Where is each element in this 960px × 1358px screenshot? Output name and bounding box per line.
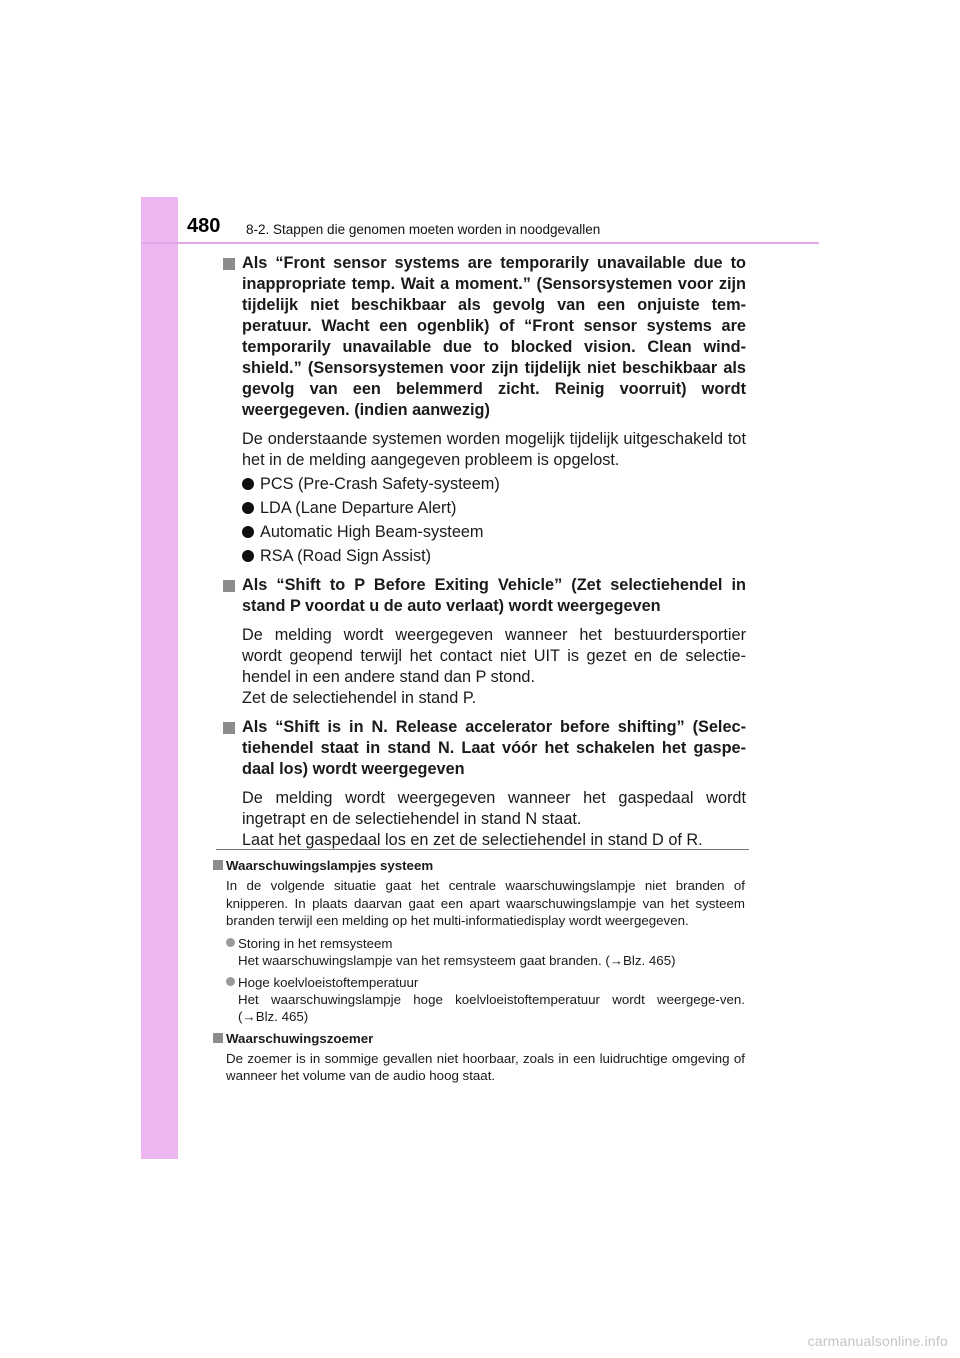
notes-area bbox=[212, 857, 745, 1085]
note-bullet-text: Het waarschuwingslampje van het remsysteem gaat branden. (→Blz. 465) bbox=[238, 952, 676, 968]
square-bullet-icon bbox=[213, 1033, 223, 1043]
section-title: 8-2. Stappen die genomen moeten worden in noodgevallen bbox=[246, 222, 601, 237]
bullet-dot-icon bbox=[242, 526, 254, 538]
list-item bbox=[226, 974, 745, 1025]
bullet-dot-icon bbox=[242, 478, 254, 490]
note-bullet-text: Het waarschuwingslampje hoge koelvloeistoftemperatuur wordt weergege-ven. (→Blz. 465) bbox=[238, 991, 745, 1024]
header-divider bbox=[141, 242, 819, 244]
section-body-instruction: Laat het gaspedaal los en zet de selectiehendel in stand D of R. bbox=[242, 831, 703, 849]
section-shift-in-n bbox=[216, 717, 746, 851]
square-bullet-icon bbox=[223, 722, 235, 734]
square-bullet-icon bbox=[223, 580, 235, 592]
bullet-dot-icon bbox=[226, 977, 235, 986]
list-item: RSA (Road Sign Assist) bbox=[242, 546, 746, 567]
note-heading: Waarschuwingslampjes systeem bbox=[226, 858, 434, 873]
list-item: LDA (Lane Departure Alert) bbox=[242, 498, 746, 519]
list-item bbox=[226, 935, 745, 969]
section-body-instruction: Zet de selectiehendel in stand P. bbox=[242, 689, 477, 707]
bullet-dot-icon bbox=[226, 938, 235, 947]
chapter-sidebar-tab bbox=[141, 197, 178, 1159]
list-item: PCS (Pre-Crash Safety-systeem) bbox=[242, 474, 746, 495]
note-body: In de volgende situatie gaat het centrale waarschuwingslampje niet branden of knipperen. In plaats daarvan gaat een apart waarschuwingslampje van het systeem branden terwijl een melding op het multi-informatiedisplay wordt weergegeven. bbox=[226, 878, 745, 928]
main-content bbox=[216, 253, 746, 851]
section-body: De melding wordt weergegeven wanneer het bestuurdersportier wordt geopend terwijl het contact niet UIT is gezet en de selectie-hendel in een andere stand dan P stond. bbox=[242, 626, 746, 686]
bullet-dot-icon bbox=[242, 502, 254, 514]
note-bullet-title: Storing in het remsysteem bbox=[238, 935, 393, 951]
square-bullet-icon bbox=[223, 258, 235, 270]
section-heading: Als “Shift to P Before Exiting Vehicle” (Zet selectiehendel in stand P voordat u de auto verlaat) wordt weergegeven bbox=[242, 576, 746, 615]
section-heading: Als “Front sensor systems are temporarily unavailable due to inappropriate temp. Wait a moment.” (Sensorsystemen voor zijn tijdelijk niet beschikbaar als gevolg van een onjuiste tem-peratuur. Wacht een ogenblik) of “Front sensor systems are temporarily unavailable due to blocked vision. Clean wind-shield.” (Sensorsystemen voor zijn tijdelijk niet beschikbaar als gevolg van een belemmerd zicht. Reinig voorruit) wordt weergegeven. (indien aanwezig) bbox=[242, 254, 746, 419]
note-body: De zoemer is in sommige gevallen niet hoorbaar, zoals in een luidruchtige omgeving of wanneer het volume van de audio hoog staat. bbox=[226, 1050, 745, 1083]
note-bullet-title: Hoge koelvloeistoftemperatuur bbox=[238, 974, 419, 990]
section-heading: Als “Shift is in N. Release accelerator before shifting” (Selec-tiehendel staat in stand N. Laat vóór het schakelen het gaspe-daal los) wordt weergegeven bbox=[242, 718, 746, 778]
section-front-sensor bbox=[216, 253, 746, 567]
bullet-dot-icon bbox=[242, 550, 254, 562]
watermark-text: carmanualsonline.info bbox=[807, 1333, 948, 1349]
notes-divider bbox=[216, 849, 749, 850]
section-shift-to-p bbox=[216, 575, 746, 709]
section-body: De melding wordt weergegeven wanneer het gaspedaal wordt ingetrapt en de selectiehendel in stand N staat. bbox=[242, 789, 746, 828]
note-warning-lights bbox=[212, 857, 745, 1025]
list-item: Automatic High Beam-systeem bbox=[242, 522, 746, 543]
square-bullet-icon bbox=[213, 860, 223, 870]
section-body: De onderstaande systemen worden mogelijk tijdelijk uitgeschakeld tot het in de melding aangegeven probleem is opgelost. bbox=[242, 430, 746, 469]
note-heading: Waarschuwingszoemer bbox=[226, 1030, 374, 1046]
page-number: 480 bbox=[187, 215, 221, 237]
note-warning-buzzer bbox=[212, 1030, 745, 1085]
